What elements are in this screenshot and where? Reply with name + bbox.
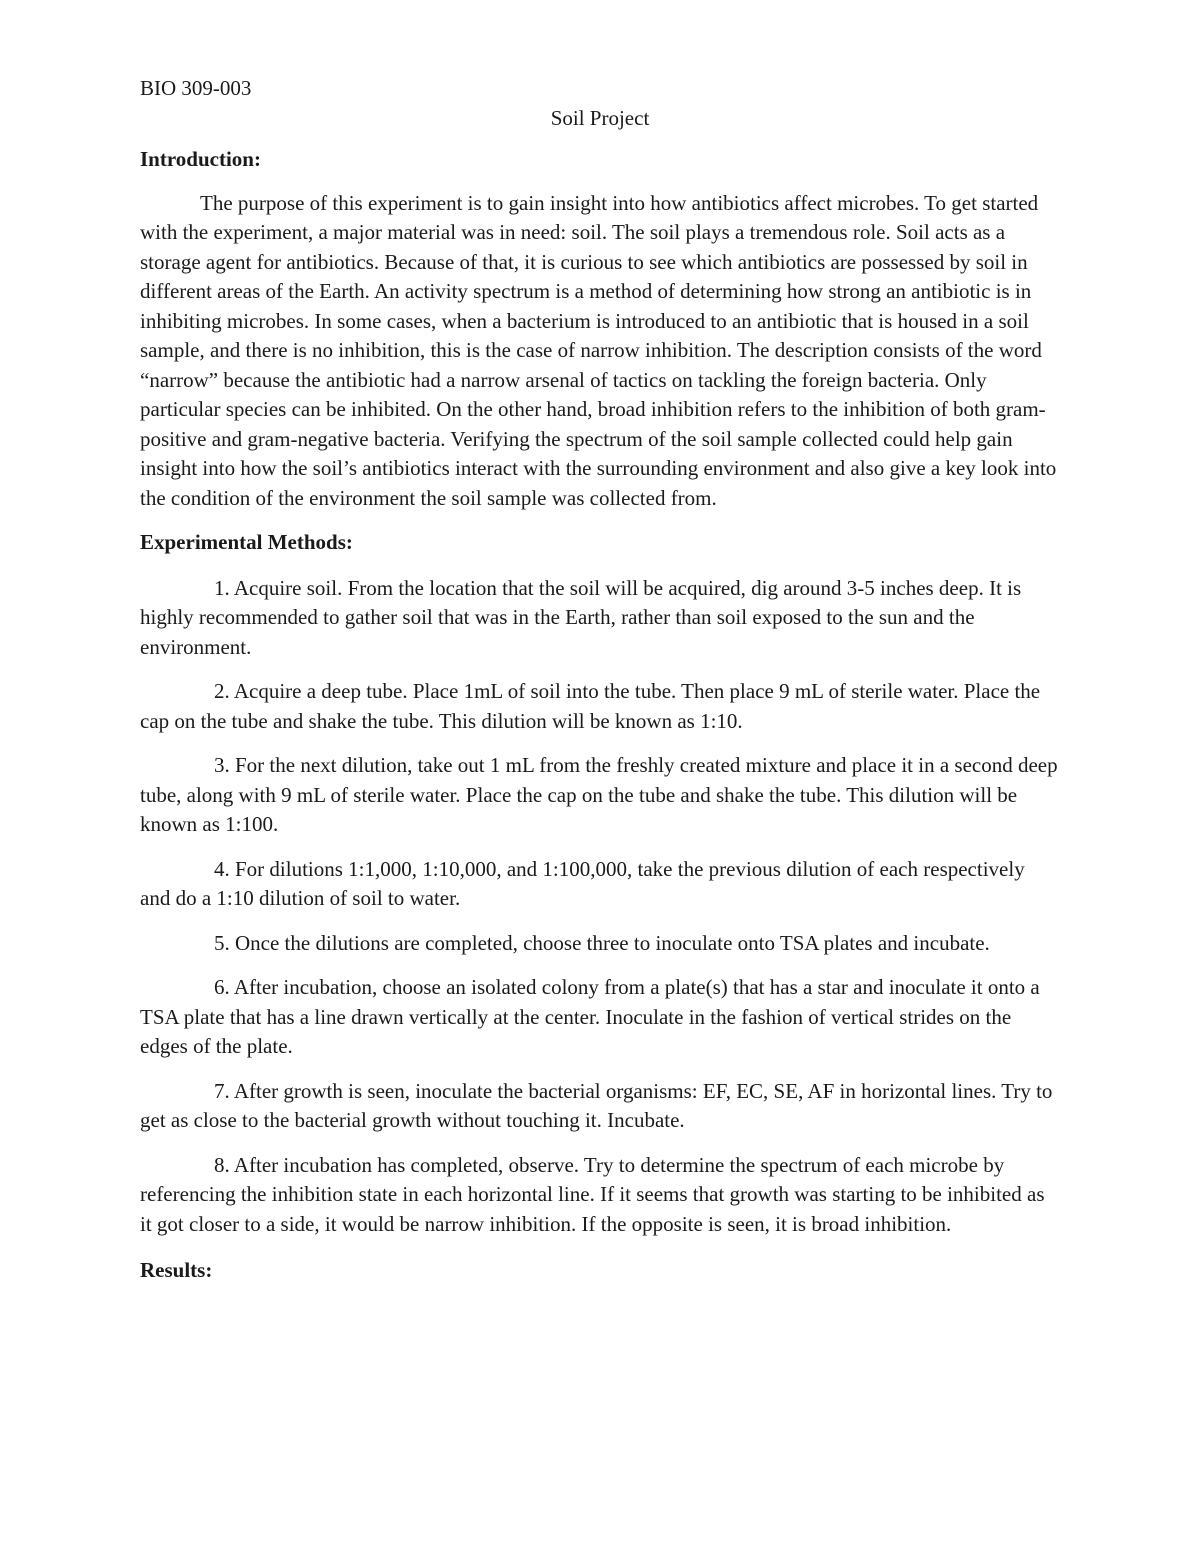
methods-heading: Experimental Methods: [140, 530, 353, 554]
method-step-8: 8. After incubation has completed, observe. Try to determine the spectrum of each microbe by referencing the inhibition state in each horizontal line. If it seems that growth was starting to be inhibited as it got closer to a side, it would be narrow inhibition. If the opposite is seen, it is broad inhibition. [140, 1152, 1045, 1236]
method-step-7: 7. After growth is seen, inoculate the bacterial organisms: EF, EC, SE, AF in horizontal lines. Try to get as close to the bacterial growth without touching it. Incubate. [140, 1078, 1053, 1132]
method-step-4: 4. For dilutions 1:1,000, 1:10,000, and 1:100,000, take the previous dilution of each respectively and do a 1:10 dilution of soil to water. [140, 856, 1025, 910]
introduction-paragraph: The purpose of this experiment is to gain insight into how antibiotics affect microbes. To get started with the experiment, a major material was in need: soil. The soil plays a tremendous role. Soil acts as a storage agent for antibiotics. Because of that, it is curious to see which antibiotics are possessed by soil in different areas of the Earth. An activity spectrum is a method of determining how strong an antibiotic is in inhibiting microbes. In some cases, when a bacterium is introduced to an antibiotic that is housed in a soil sample, and there is no inhibition, this is the case of narrow inhibition. The description consists of the word “narrow” because the antibiotic had a narrow arsenal of tactics on tackling the foreign bacteria. Only particular species can be inhibited. On the other hand, broad inhibition refers to the inhibition of both gram-positive and gram-negative bacteria. Verifying the spectrum of the soil sample collected could help gain insight into how the soil’s antibiotics interact with the surrounding environment and also give a key look into the condition of the environment the soil sample was collected from. [140, 190, 1057, 510]
document-title: Soil Project [550, 105, 650, 130]
introduction-heading: Introduction: [140, 147, 261, 171]
method-step-1: 1. Acquire soil. From the location that the soil will be acquired, dig around 3-5 inches deep. It is highly recommended to gather soil that was in the Earth, rather than soil exposed to the sun and the environment. [140, 575, 1022, 659]
method-step-5: 5. Once the dilutions are completed, choose three to inoculate onto TSA plates and incubate. [214, 930, 990, 955]
document-page [140, 74, 1060, 1286]
method-step-2: 2. Acquire a deep tube. Place 1mL of soil into the tube. Then place 9 mL of sterile water. Place the cap on the tube and shake the tube. This dilution will be known as 1:10. [140, 679, 1041, 733]
method-step-3: 3. For the next dilution, take out 1 mL from the freshly created mixture and place it in a second deep tube, along with 9 mL of sterile water. Place the cap on the tube and shake the tube. This dilution will be known as 1:100. [140, 753, 1058, 836]
course-code: BIO 309-003 [140, 76, 252, 100]
results-heading: Results: [140, 1258, 213, 1282]
method-step-6: 6. After incubation, choose an isolated colony from a plate(s) that has a star and inoculate it onto a TSA plate that has a line drawn vertically at the center. Inoculate in the fashion of vertical strides on the edges of the plate. [140, 975, 1040, 1058]
